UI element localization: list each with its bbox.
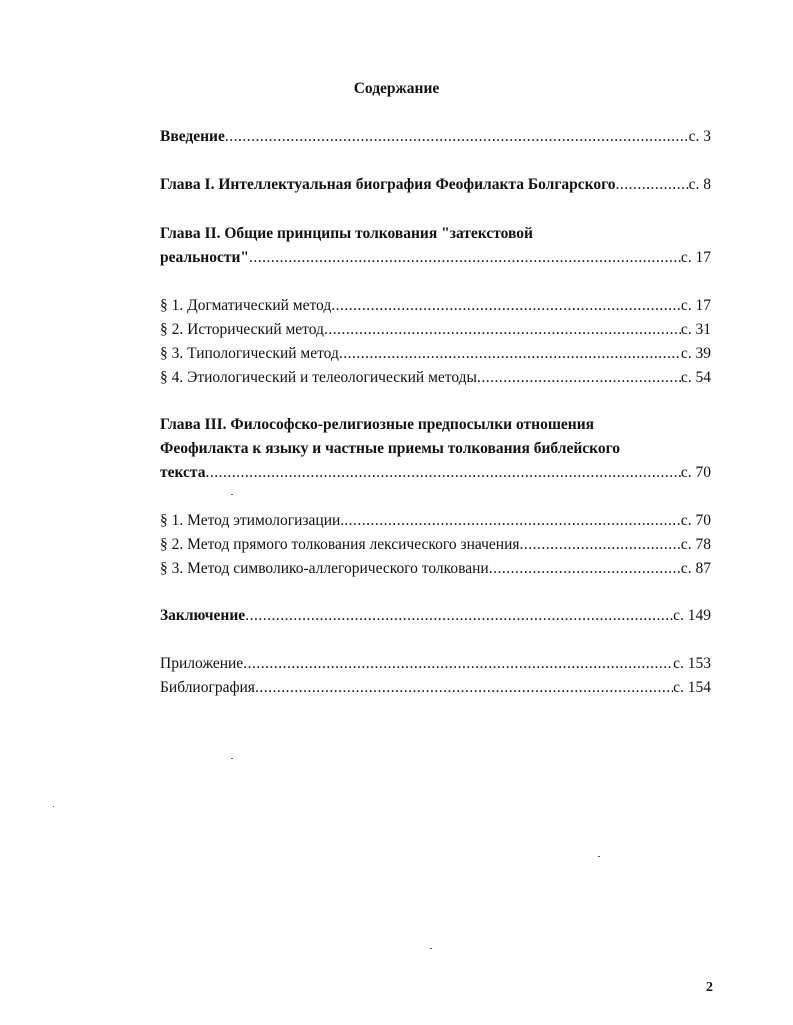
toc-entry-chapter-3 (160, 463, 711, 483)
toc-entry-label: § 4. Этиологический и телеологический методы (160, 369, 477, 386)
toc-entry-label: Введение (160, 128, 225, 145)
dot-leader (616, 175, 689, 195)
toc-entry-chapter-3-line1: Глава III. Философско-религиозные предпосылки отношения (160, 416, 595, 433)
toc-title: Содержание (353, 80, 440, 97)
toc-entry-ch2-section-3 (160, 344, 711, 364)
dot-leader (489, 559, 681, 579)
toc-entry-page: с. 154 (673, 679, 711, 696)
dot-leader (324, 320, 681, 340)
toc-entry-ch2-section-4 (160, 368, 711, 388)
dot-leader (520, 535, 681, 555)
toc-entry-page: с. 31 (680, 321, 711, 338)
dot-leader (255, 678, 673, 698)
scan-speck (430, 948, 432, 949)
toc-entry-appendix (160, 654, 711, 674)
toc-entry-page: с. 87 (680, 560, 711, 577)
toc-entry-ch2-section-1 (160, 296, 711, 316)
toc-entry-page: с. 3 (688, 128, 711, 145)
dot-leader (205, 463, 680, 483)
dot-leader (249, 248, 681, 268)
toc-entry-label: § 3. Типологический метод (160, 345, 339, 362)
toc-entry-chapter-1 (160, 175, 711, 195)
toc-entry-label: Заключение (160, 607, 246, 624)
toc-entry-ch3-section-3 (160, 559, 711, 579)
dot-leader (344, 511, 681, 531)
toc-entry-label: § 2. Исторический метод (160, 321, 324, 338)
toc-entry-page: с. 153 (673, 655, 711, 672)
toc-entry-label: § 2. Метод прямого толкования лексического значения (160, 536, 520, 553)
dot-leader (477, 368, 681, 388)
toc-entry-conclusion (160, 606, 711, 626)
toc-entry-page: с. 17 (680, 249, 711, 266)
toc-entry-page: с. 70 (680, 512, 711, 529)
toc-entry-label: Глава I. Интеллектуальная биография Феофилакта Болгарского (160, 176, 616, 193)
toc-entry-label: § 3. Метод символико-аллегорического толковани (160, 560, 489, 577)
toc-entry-bibliography (160, 678, 711, 698)
toc-entry-chapter-2 (160, 248, 711, 268)
page-number: 2 (706, 980, 713, 995)
toc-entry-page: с. 8 (688, 176, 711, 193)
toc-entry-chapter-3-line2: Феофилакта к языку и частные приемы толкования библейского (160, 440, 621, 457)
dot-leader (225, 127, 689, 147)
toc-entry-label: Приложение (160, 655, 244, 672)
toc-entry-label: Библиография (160, 679, 255, 696)
scan-speck (53, 806, 54, 807)
toc-entry-page: с. 70 (680, 464, 711, 481)
dot-leader (331, 296, 681, 316)
dot-leader (339, 344, 681, 364)
scan-speck (231, 758, 233, 759)
toc-entry-page: с. 149 (673, 607, 711, 624)
toc-entry-chapter-2-line1: Глава II. Общие принципы толкования "затекстовой (160, 225, 533, 242)
toc-entry-label: текста (160, 464, 206, 481)
toc-entry-page: с. 17 (680, 297, 711, 314)
dot-leader (245, 606, 673, 626)
toc-entry-page: с. 78 (680, 536, 711, 553)
toc-entry-page: с. 54 (680, 369, 711, 386)
dot-leader (243, 654, 673, 674)
toc-entry-label: § 1. Догматический метод (160, 297, 332, 314)
toc-entry-ch3-section-1 (160, 511, 711, 531)
toc-entry-page: с. 39 (680, 345, 711, 362)
toc-entry-ch2-section-2 (160, 320, 711, 340)
toc-entry-label: § 1. Метод этимологизации. (160, 512, 345, 529)
toc-entry-intro (160, 127, 711, 147)
toc-entry-ch3-section-2 (160, 535, 711, 555)
scan-speck (598, 856, 600, 857)
toc-entry-label: реальности" (160, 249, 249, 266)
scan-speck (231, 494, 233, 495)
